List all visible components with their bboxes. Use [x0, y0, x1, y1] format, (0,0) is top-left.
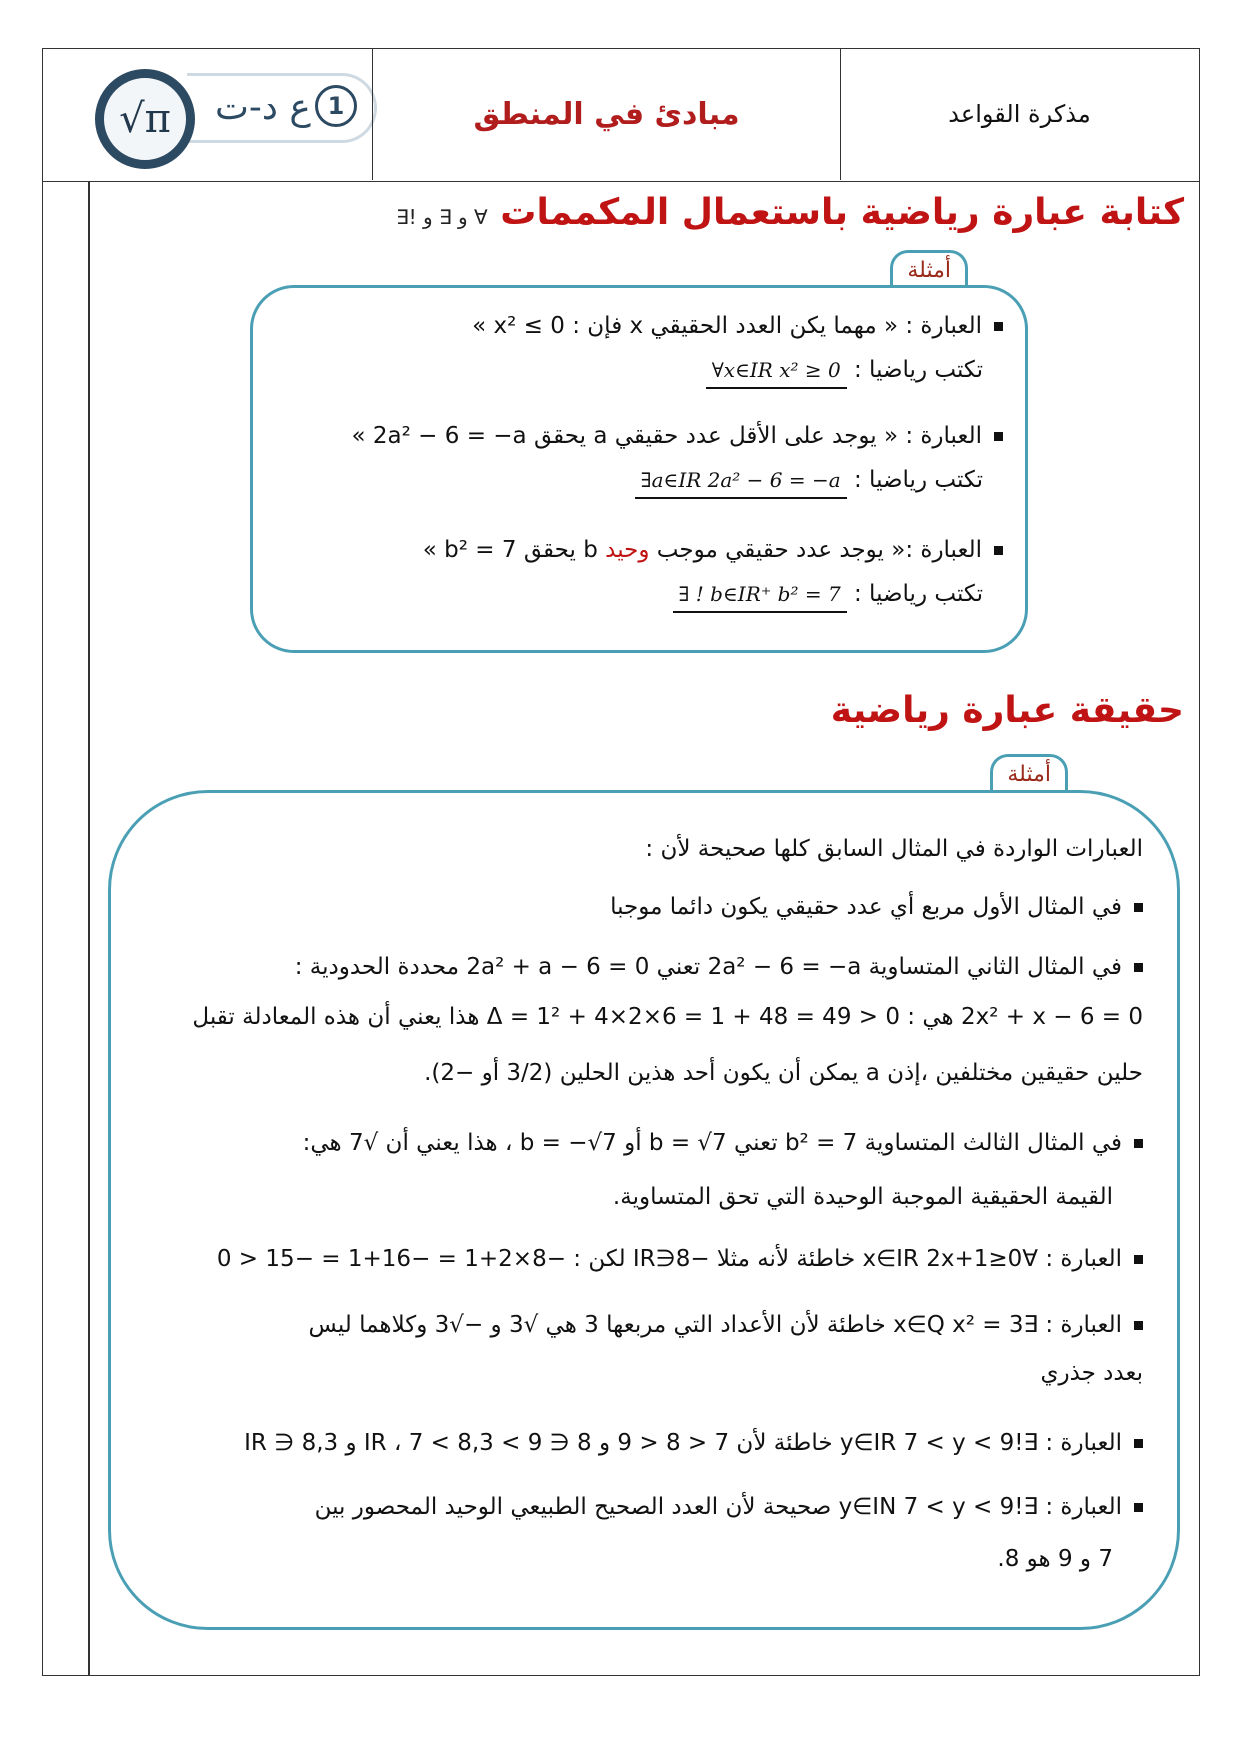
logo: [67, 59, 347, 169]
s2-p3-text1: في المثال الثالث المتساوية b² = 7 تعني b = √7 أو b = −√7 ، هذا يعني أن √7 هي:: [302, 1130, 1122, 1156]
s2-p3-line2: [613, 1183, 1113, 1213]
s2-p4: [217, 1245, 1143, 1275]
section1-heading-text: كتابة عبارة رياضية باستعمال المكممات: [500, 192, 1184, 233]
section1-quantifiers: ∀ و ∃ و !∃: [396, 205, 488, 229]
s2-p2-text2: 2x² + x − 6 = 0 هي : Δ = 1² + 4×2×6 = 1 + 48 = 49 > 0 هذا يعني أن هذه المعادلة تقبل: [192, 1004, 1143, 1030]
s2-p5-line1: [309, 1311, 1143, 1341]
s1-item3-label: تكتب رياضيا :: [854, 581, 983, 607]
s1-item3-math: ∃ ! b∈IR⁺ b² = 7: [673, 581, 847, 613]
page-title: مبادئ في المنطق: [473, 96, 740, 132]
bullet-icon: [1134, 1439, 1143, 1448]
section2-heading: [831, 690, 1184, 731]
section1-heading: [396, 192, 1184, 233]
s2-p4-text: العبارة : ∀x∈IR 2x+1≥0 خاطئة لأنه مثلا −8∈IR لكن : −8×2+1 = −16+1 = −15 < 0: [216, 1246, 1122, 1272]
doc-type: مذكرة القواعد: [948, 100, 1091, 128]
bullet-icon: [994, 546, 1003, 555]
s1-item3-text-b: b يحقق 7 = b² »: [422, 537, 598, 563]
bullet-icon: [994, 432, 1003, 441]
s2-p1: [610, 893, 1143, 923]
section2-tab-label: أمثلة: [1007, 762, 1051, 787]
s2-intro: [645, 835, 1143, 865]
section1-examples-tab: [890, 250, 968, 288]
s1-item1-label: تكتب رياضيا :: [854, 357, 983, 383]
s1-item3-text-a: العبارة :« يوجد عدد حقيقي موجب: [656, 537, 982, 563]
s2-p5-text1: العبارة : ∃x∈Q x² = 3 خاطئة لأن الأعداد التي مربعها 3 هي √3 و −√3 وكلاهما ليس: [308, 1312, 1122, 1338]
bullet-icon: [1134, 1503, 1143, 1512]
s1-item1-line2: [706, 356, 983, 389]
s1-item1-math: ∀x∈IR x² ≥ 0: [706, 357, 847, 389]
s2-p7-text1: العبارة : ∃!y∈IN 7 < y < 9 صحيحة لأن العدد الصحيح الطبيعي الوحيد المحصور بين: [314, 1494, 1122, 1520]
s2-p2-text3: حلين حقيقين مختلفين ،إذن a يمكن أن يكون أحد هذين الحلين (3/2 أو −2).: [424, 1060, 1143, 1086]
s1-item2-label: تكتب رياضيا :: [854, 467, 983, 493]
s2-p7-line1: [315, 1493, 1143, 1523]
s2-p2-line1: [295, 953, 1143, 983]
margin-line: [88, 182, 90, 1676]
logo-cell: [42, 48, 372, 180]
section2-examples-box: [108, 790, 1180, 1630]
section2-examples-tab: [990, 754, 1068, 792]
s1-item2-line1: [352, 422, 1003, 452]
s1-item3-line2: [673, 580, 983, 613]
s1-item2-line2: [635, 466, 983, 499]
logo-code: ع د-ت: [215, 87, 311, 128]
s2-p1-text: في المثال الأول مربع أي عدد حقيقي يكون دائما موجبا: [610, 894, 1122, 920]
bullet-icon: [994, 322, 1003, 331]
header: [42, 48, 1200, 182]
s2-p7-text2: 7 و 9 هو 8.: [997, 1546, 1113, 1572]
s1-item1-line1: [472, 312, 1003, 342]
s2-p7-line2: [997, 1545, 1113, 1575]
section1-examples-box: [250, 285, 1028, 653]
s1-item1-text: العبارة : « مهما يكن العدد الحقيقي x فإن : 0 ≥ x² »: [472, 313, 982, 339]
s1-item3-line1: [423, 536, 1003, 566]
s2-p6-text: العبارة : ∃!y∈IR 7 < y < 9 خاطئة لأن 7 < 8 < 9 و 8 ∈ IR ، 7 < 8,3 < 9 و 8,3 ∈ IR: [244, 1430, 1122, 1456]
title-cell: [372, 48, 840, 180]
s2-p5-text2: بعدد جذري: [1040, 1360, 1143, 1386]
bullet-icon: [1134, 1255, 1143, 1264]
logo-circle: [95, 69, 195, 169]
s2-p3-line1: [303, 1129, 1143, 1159]
s1-item2-text: العبارة : « يوجد على الأقل عدد حقيقي a يحقق 2a² − 6 = −a »: [351, 423, 982, 449]
s2-p6: [244, 1429, 1143, 1459]
section1-tab-label: أمثلة: [907, 258, 951, 283]
s2-p2-line3: [424, 1059, 1143, 1089]
s2-p2-line2: [192, 1003, 1143, 1033]
bullet-icon: [1134, 1321, 1143, 1330]
bullet-icon: [1134, 1139, 1143, 1148]
s1-item2-math: ∃a∈IR 2a² − 6 = −a: [635, 467, 847, 499]
bullet-icon: [1134, 903, 1143, 912]
section2-heading-text: حقيقة عبارة رياضية: [830, 690, 1184, 731]
s2-p5-line2: [1040, 1359, 1143, 1389]
s2-p2-text1: في المثال الثاني المتساوية 2a² − 6 = −a تعني 2a² + a − 6 = 0 محددة الحدودية :: [294, 954, 1122, 980]
bullet-icon: [1134, 963, 1143, 972]
logo-symbol: √π: [119, 96, 171, 142]
s2-intro-text: العبارات الواردة في المثال السابق كلها صحيحة لأن :: [645, 836, 1143, 862]
doc-type-cell: [840, 48, 1198, 180]
s1-item3-unique: وحيد: [605, 537, 650, 563]
s2-p3-text2: القيمة الحقيقية الموجبة الوحيدة التي تحق المتساوية.: [612, 1184, 1113, 1210]
logo-number: 1: [315, 85, 357, 127]
